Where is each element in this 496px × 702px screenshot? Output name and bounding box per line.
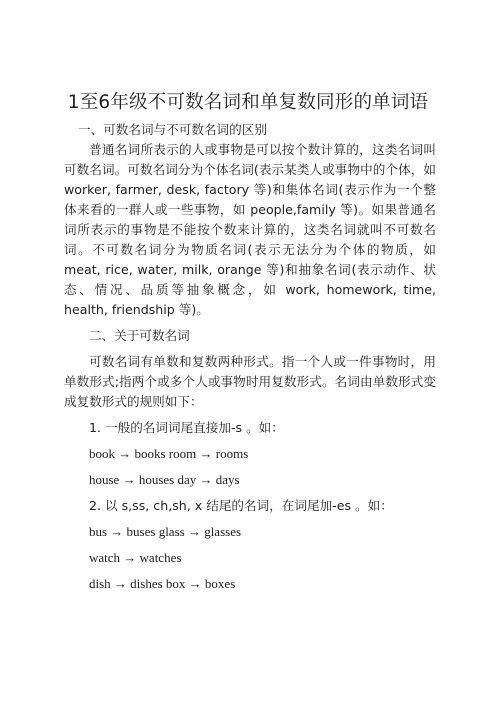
rule-2: 2. 以 s,ss, ch,sh, x 结尾的名词，在词尾加-es 。如： <box>89 498 393 513</box>
rule-1: 1. 一般的名词词尾直接加-s 。如： <box>89 420 284 435</box>
example-line: bus → buses glass → glasses <box>89 524 242 539</box>
section-heading-2: 二、关于可数名词 <box>89 328 190 343</box>
document-body <box>64 120 436 594</box>
page-title: 1至6年级不可数名词和单复数同形的单词语 <box>67 92 429 113</box>
example-line: book → books room → rooms <box>89 446 249 461</box>
paragraph-2: 可数名词有单数和复数两种形式。指一个人或一件事物时，用单数形式;指两个或多个人或事物时用复数形式。名词由单数形式变成复数形式的规则如下： <box>64 354 436 409</box>
paragraph-1: 普通名词所表示的人或事物是可以按个数计算的，这类名词叫可数名词。可数名词分为个体名词(表示某类人或事物中的个体，如 worker, farmer, desk, factory 等)和集体名词(表示作为一个整体来看的一群人或一些事物，如 people,family 等)。如果普通名词所表示的事物是不能按个数来计算的，这类名词就叫不可数名词。不可数名词分为物质名词(表示无法分为个体的物质，如 meat, rice, water, milk, orange 等)和抽象名词(表示动作、状态、情况、品质等抽象概念，如 work, homework, time, health, friendship 等)。 <box>64 142 436 317</box>
example-line: dish → dishes box → boxes <box>89 576 236 591</box>
section-heading-1: 一、可数名词与不可数名词的区别 <box>78 122 267 137</box>
example-line: watch → watches <box>89 550 182 565</box>
example-line: house → houses day → days <box>89 472 240 487</box>
